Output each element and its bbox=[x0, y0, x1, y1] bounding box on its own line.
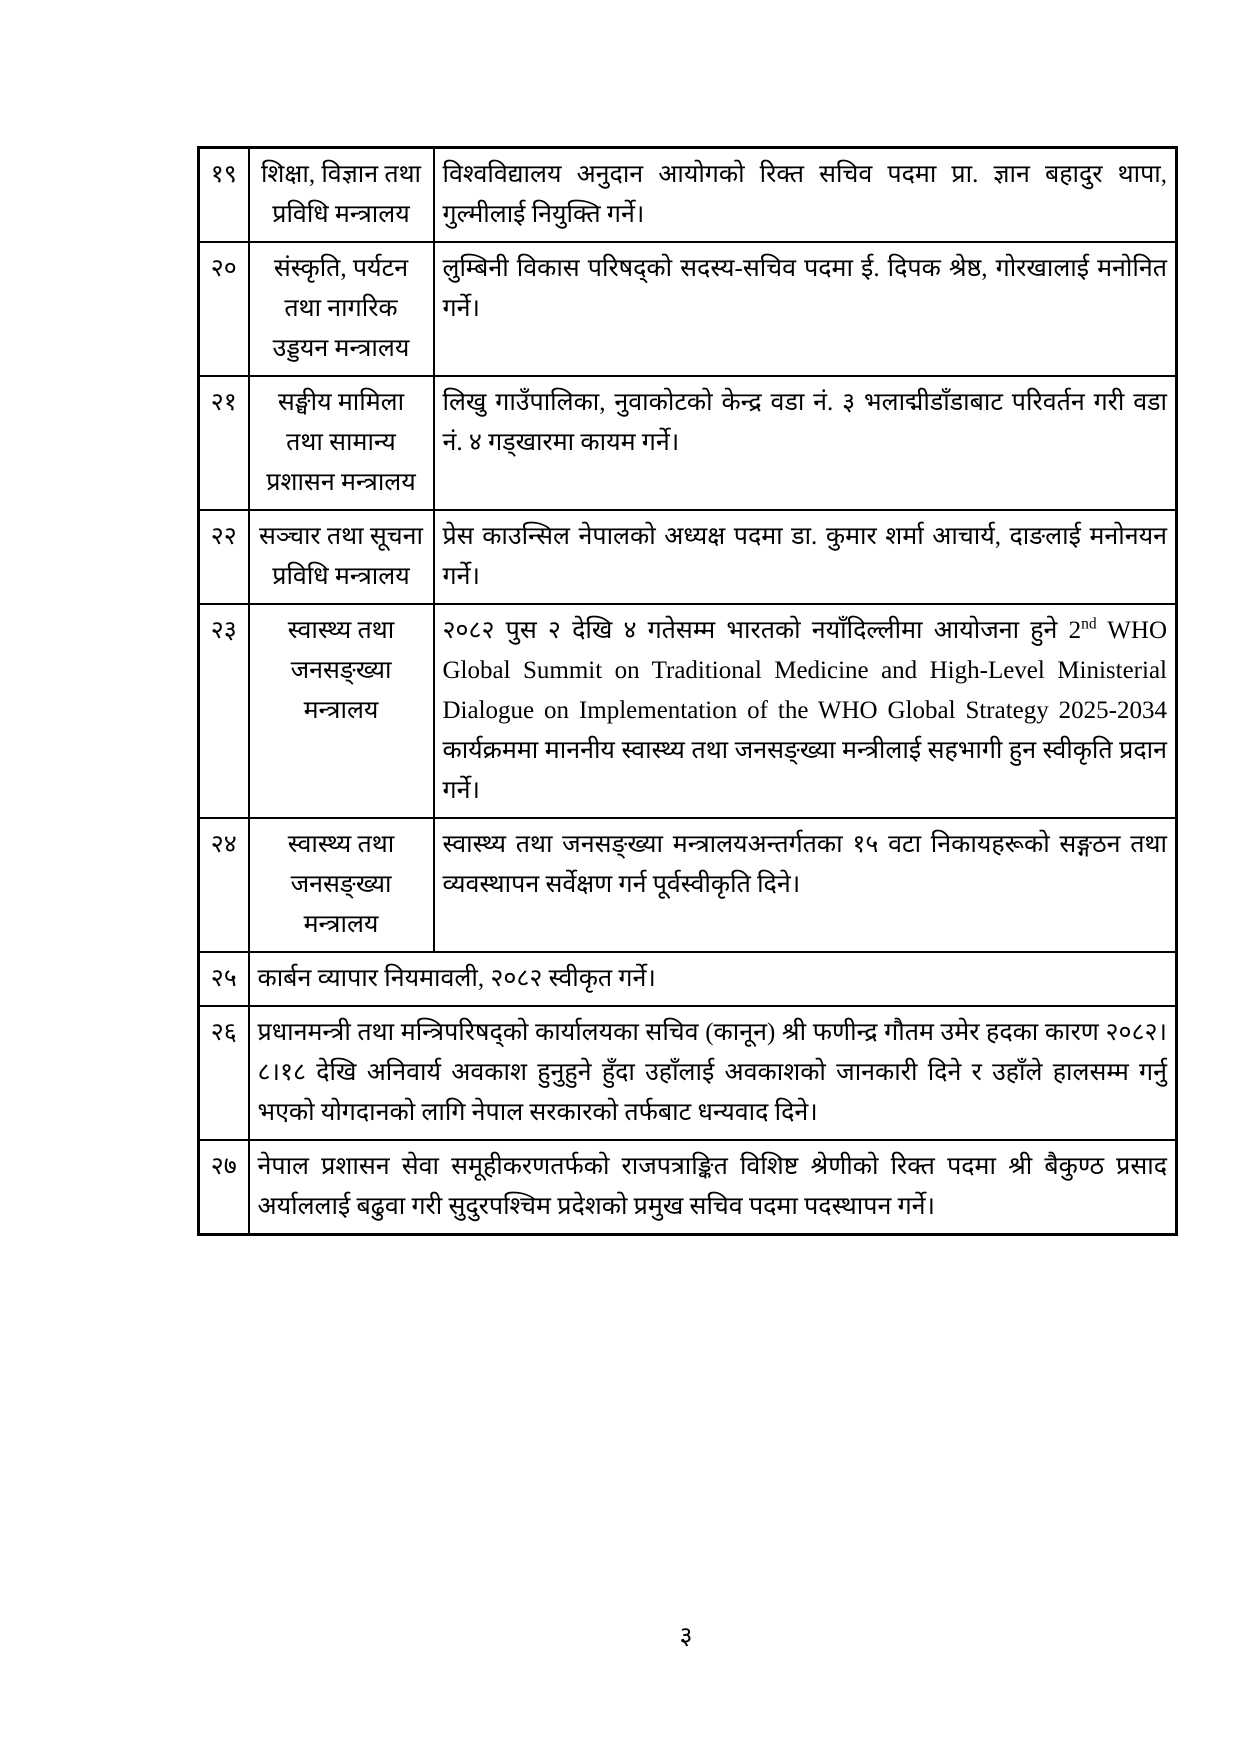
decision-cell: लुम्बिनी विकास परिषद्को सदस्य-सचिव पदमा ई. दिपक श्रेष्ठ, गोरखालाई मनोनित गर्ने। bbox=[434, 242, 1177, 376]
serial-cell: २६ bbox=[199, 1006, 249, 1140]
table-row bbox=[199, 376, 1177, 510]
decision-cell: स्वास्थ्य तथा जनसङ्ख्या मन्त्रालयअन्तर्गतका १५ वटा निकायहरूको सङ्गठन तथा व्यवस्थापन सर्वेक्षण गर्न पूर्वस्वीकृति दिने। bbox=[434, 818, 1177, 952]
table-row bbox=[199, 148, 1177, 243]
serial-cell: १९ bbox=[199, 148, 249, 243]
decision-text-english: WHO Global Summit on Traditional Medicine and High-Level Ministerial Dialogue on Implementation of the WHO Global Strategy 2025-2034 कार्यक्रममा माननीय स्वास्थ्य तथा जनसङ्ख्या मन्त्रीलाई सहभागी हुन स्वीकृति प्रदान गर्ने। bbox=[442, 617, 1167, 804]
ministry-cell: सङ्घीय मामिला तथा सामान्य प्रशासन मन्त्रालय bbox=[249, 376, 434, 510]
table-row bbox=[199, 604, 1177, 818]
ministry-cell: संस्कृति, पर्यटन तथा नागरिक उड्डयन मन्त्रालय bbox=[249, 242, 434, 376]
decisions-table bbox=[197, 146, 1178, 1236]
table-row bbox=[199, 1006, 1177, 1140]
serial-cell: २३ bbox=[199, 604, 249, 818]
serial-cell: २० bbox=[199, 242, 249, 376]
decision-cell: विश्वविद्यालय अनुदान आयोगको रिक्त सचिव पदमा प्रा. ज्ञान बहादुर थापा, गुल्मीलाई नियुक्ति गर्ने। bbox=[434, 148, 1177, 243]
decision-cell-merged: प्रधानमन्त्री तथा मन्त्रिपरिषद्को कार्यालयका सचिव (कानून) श्री फणीन्द्र गौतम उमेर हदका कारण २०८२।८।१८ देखि अनिवार्य अवकाश हुनुहुने हुँदा उहाँलाई अवकाशको जानकारी दिने र उहाँले हालसम्म गर्नु भएको योगदानको लागि नेपाल सरकारको तर्फबाट धन्यवाद दिने। bbox=[249, 1006, 1177, 1140]
serial-cell: २२ bbox=[199, 510, 249, 604]
table-row bbox=[199, 1140, 1177, 1235]
table-row bbox=[199, 952, 1177, 1006]
ministry-cell: स्वास्थ्य तथा जनसङ्ख्या मन्त्रालय bbox=[249, 604, 434, 818]
serial-cell: २४ bbox=[199, 818, 249, 952]
page-number: ३ bbox=[679, 1623, 693, 1650]
serial-cell: २७ bbox=[199, 1140, 249, 1235]
decision-cell: प्रेस काउन्सिल नेपालको अध्यक्ष पदमा डा. कुमार शर्मा आचार्य, दाङलाई मनोनयन गर्ने। bbox=[434, 510, 1177, 604]
table-row bbox=[199, 242, 1177, 376]
serial-cell: २१ bbox=[199, 376, 249, 510]
table-row bbox=[199, 510, 1177, 604]
decision-cell bbox=[434, 604, 1177, 818]
ministry-cell: स्वास्थ्य तथा जनसङ्ख्या मन्त्रालय bbox=[249, 818, 434, 952]
table-row bbox=[199, 818, 1177, 952]
ministry-cell: शिक्षा, विज्ञान तथा प्रविधि मन्त्रालय bbox=[249, 148, 434, 243]
serial-cell: २५ bbox=[199, 952, 249, 1006]
decision-cell-merged: नेपाल प्रशासन सेवा समूहीकरणतर्फको राजपत्राङ्कित विशिष्ट श्रेणीको रिक्त पदमा श्री बैकुण्ठ प्रसाद अर्याललाई बढुवा गरी सुदुरपश्चिम प्रदेशको प्रमुख सचिव पदमा पदस्थापन गर्ने। bbox=[249, 1140, 1177, 1235]
decision-cell: लिखु गाउँपालिका, नुवाकोटको केन्द्र वडा नं. ३ भलाद्मीडाँडाबाट परिवर्तन गरी वडा नं. ४ गड्खारमा कायम गर्ने। bbox=[434, 376, 1177, 510]
decision-text-nepali: २०८२ पुस २ देखि ४ गतेसम्म भारतको नयाँदिल्लीमा आयोजना हुने 2 bbox=[442, 617, 1082, 644]
decision-cell-merged: कार्बन व्यापार नियमावली, २०८२ स्वीकृत गर्ने। bbox=[249, 952, 1177, 1006]
ministry-cell: सञ्चार तथा सूचना प्रविधि मन्त्रालय bbox=[249, 510, 434, 604]
ordinal-superscript: nd bbox=[1081, 615, 1097, 633]
